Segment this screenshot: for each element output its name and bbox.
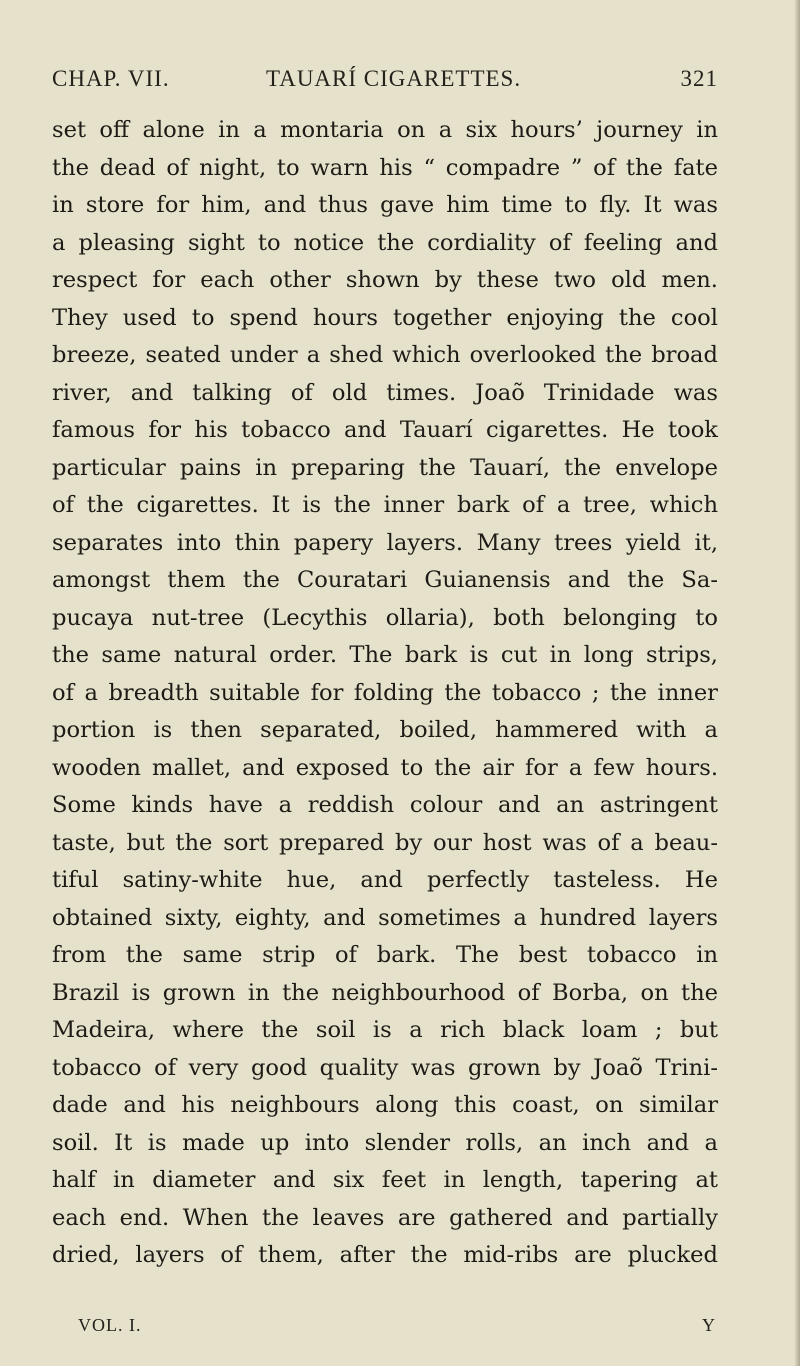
text-line: particular pains in preparing the Tauarí, the envelope bbox=[52, 454, 718, 481]
page-number: 321 bbox=[680, 66, 718, 91]
text-line: pucaya nut-tree (Lecythis ollaria), both belonging to bbox=[52, 604, 718, 631]
text-line: tobacco of very good quality was grown by Joaõ Trini- bbox=[52, 1054, 718, 1081]
text-line: the same natural order. The bark is cut in long strips, bbox=[52, 642, 718, 668]
text-line: famous for his tobacco and Tauarí cigarettes. He took bbox=[52, 417, 718, 443]
text-line: taste, but the sort prepared by our host was of a beau- bbox=[52, 829, 718, 856]
text-line: a pleasing sight to notice the cordiality of feeling and bbox=[52, 229, 718, 256]
text-line: of the cigarettes. It is the inner bark of a tree, which bbox=[52, 492, 718, 518]
chapter-label: CHAP. VII. bbox=[52, 66, 170, 91]
text-line: tiful satiny-white hue, and perfectly tasteless. He bbox=[52, 867, 718, 893]
signature-mark: Y bbox=[702, 1315, 716, 1335]
text-line: soil. It is made up into slender rolls, an inch and a bbox=[52, 1129, 718, 1156]
text-line: respect for each other shown by these two old men. bbox=[52, 267, 718, 293]
text-line: portion is then separated, boiled, hammered with a bbox=[52, 717, 718, 743]
text-line: in store for him, and thus gave him time to fly. It was bbox=[52, 192, 718, 218]
text-line: obtained sixty, eighty, and sometimes a hundred layers bbox=[52, 904, 718, 931]
text-line: Brazil is grown in the neighbourhood of Borba, on the bbox=[52, 979, 718, 1006]
body-text bbox=[52, 112, 718, 1275]
text-line: wooden mallet, and exposed to the air for a few hours. bbox=[52, 754, 718, 781]
volume-label: VOL. I. bbox=[78, 1315, 142, 1335]
page-footer bbox=[78, 1315, 716, 1339]
text-line: separates into thin papery layers. Many trees yield it, bbox=[52, 529, 718, 556]
text-line: dade and his neighbours along this coast, on similar bbox=[52, 1092, 718, 1118]
page-edge-shadow bbox=[794, 0, 800, 1366]
running-title: TAUARÍ CIGARETTES. bbox=[266, 66, 522, 91]
text-line: half in diameter and six feet in length, tapering at bbox=[52, 1167, 718, 1193]
text-line: river, and talking of old times. Joaõ Trinidade was bbox=[52, 379, 718, 406]
text-line: amongst them the Couratari Guianensis and the Sa- bbox=[52, 567, 718, 593]
text-line: Some kinds have a reddish colour and an astringent bbox=[52, 792, 718, 818]
text-line: breeze, seated under a shed which overlooked the broad bbox=[52, 342, 718, 368]
text-line: from the same strip of bark. The best tobacco in bbox=[52, 942, 718, 968]
text-line: the dead of night, to warn his “ compadre ” of the fate bbox=[52, 154, 718, 181]
text-line: each end. When the leaves are gathered and partially bbox=[52, 1204, 718, 1231]
text-line: Madeira, where the soil is a rich black loam ; but bbox=[52, 1017, 718, 1043]
text-line: set off alone in a montaria on a six hours’ journey in bbox=[52, 117, 718, 143]
running-header bbox=[52, 66, 718, 96]
text-line: They used to spend hours together enjoying the cool bbox=[52, 304, 718, 331]
text-line: dried, layers of them, after the mid-ribs are plucked bbox=[52, 1242, 718, 1268]
text-line: of a breadth suitable for folding the tobacco ; the inner bbox=[52, 679, 718, 706]
